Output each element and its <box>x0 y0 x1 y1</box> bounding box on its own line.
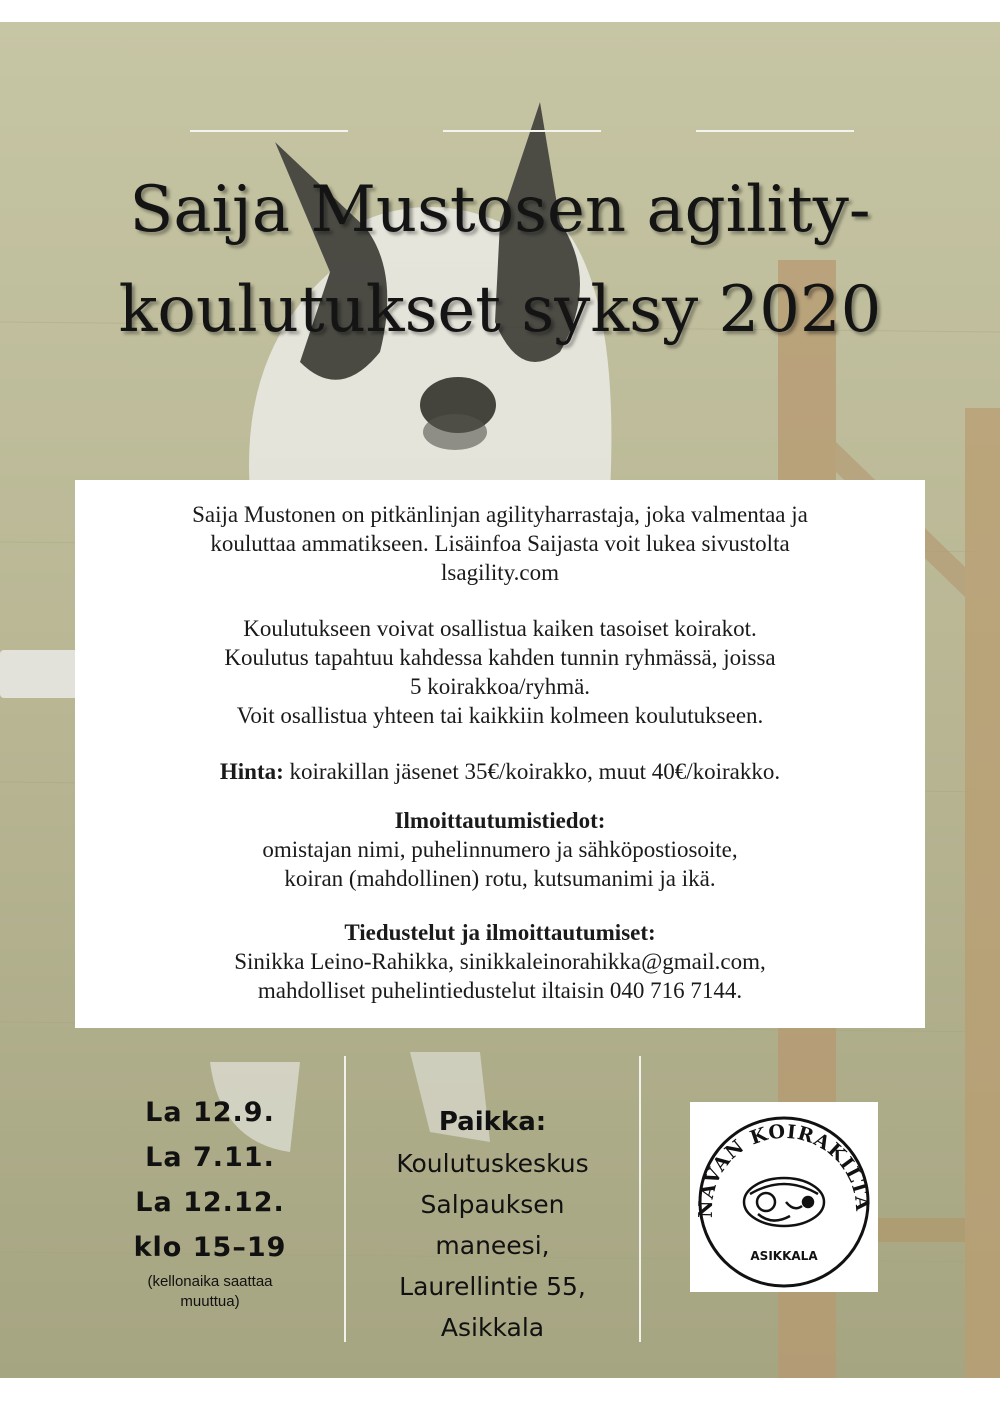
title-line-1: Saija Mustosen agility- <box>129 173 871 247</box>
poster-title <box>0 160 1000 360</box>
registration-heading-text: Ilmoittautumistiedot: <box>394 808 606 833</box>
schedule <box>100 1090 320 1312</box>
club-logo <box>690 1102 878 1292</box>
title-line-2: koulutukset syksy 2020 <box>118 273 882 347</box>
club-logo-emblem <box>690 1102 878 1292</box>
wooden-post-right <box>965 408 1000 1378</box>
date-item: La 12.9. <box>145 1097 275 1128</box>
contact-heading <box>75 918 925 947</box>
time-note-line: muuttua) <box>180 1293 240 1310</box>
location <box>345 1102 640 1348</box>
contact-heading-text: Tiedustelut ja ilmoittautumiset: <box>344 920 656 945</box>
details-line: Koulutus tapahtuu kahdessa kahden tunnin ryhmässä, joissa <box>224 645 776 670</box>
location-line: maneesi, <box>435 1231 550 1260</box>
contact-line: mahdolliset puhelintiedustelut iltaisin 040 716 7144. <box>257 978 743 1003</box>
poster <box>0 22 1000 1378</box>
decorative-line <box>696 130 854 132</box>
date-item: La 7.11. <box>145 1142 275 1173</box>
decorative-line <box>443 130 601 132</box>
location-line: Salpauksen <box>420 1190 565 1219</box>
intro-link: lsagility.com <box>441 560 559 585</box>
location-line: Asikkala <box>440 1313 545 1342</box>
time-note <box>100 1272 320 1312</box>
price-line <box>75 757 925 786</box>
location-heading: Paikka: <box>438 1107 547 1137</box>
jump-bar <box>0 650 80 698</box>
price-text: koirakillan jäsenet 35€/koirakko, muut 40€/koirakko. <box>283 759 781 784</box>
time-item: klo 15–19 <box>133 1232 287 1263</box>
registration-line: omistajan nimi, puhelinnumero ja sähköpostiosoite, <box>262 837 738 862</box>
registration-heading <box>75 806 925 835</box>
price-label: Hinta: <box>219 759 284 784</box>
location-line: Laurellintie 55, <box>399 1272 586 1301</box>
location-line: Koulutuskeskus <box>396 1149 589 1178</box>
details-line: 5 koirakkoa/ryhmä. <box>409 674 591 699</box>
intro-line: Saija Mustonen on pitkänlinjan agilityharrastaja, joka valmentaa ja <box>192 502 808 527</box>
decorative-line <box>190 130 348 132</box>
logo-bottom-text: ASIKKALA <box>750 1249 818 1263</box>
dog-face-icon <box>744 1178 824 1226</box>
details-line: Koulutukseen voivat osallistua kaiken tasoiset koirakot. <box>243 616 757 641</box>
details-line: Voit osallistua yhteen tai kaikkiin kolmeen koulutukseen. <box>236 703 764 728</box>
time-note-line: (kellonaika saattaa <box>147 1273 273 1290</box>
date-item: La 12.12. <box>135 1187 285 1218</box>
info-box <box>75 480 925 1028</box>
contact-line: Sinikka Leino-Rahikka, sinikkaleinorahikka@gmail.com, <box>234 949 766 974</box>
logo-arc-text: NAVAN KOIRAKILTA <box>694 1120 874 1219</box>
registration-line: koiran (mahdollinen) rotu, kutsumanimi ja ikä. <box>284 866 716 891</box>
intro-line: kouluttaa ammatikseen. Lisäinfoa Saijasta voit lukea sivustolta <box>210 531 790 556</box>
